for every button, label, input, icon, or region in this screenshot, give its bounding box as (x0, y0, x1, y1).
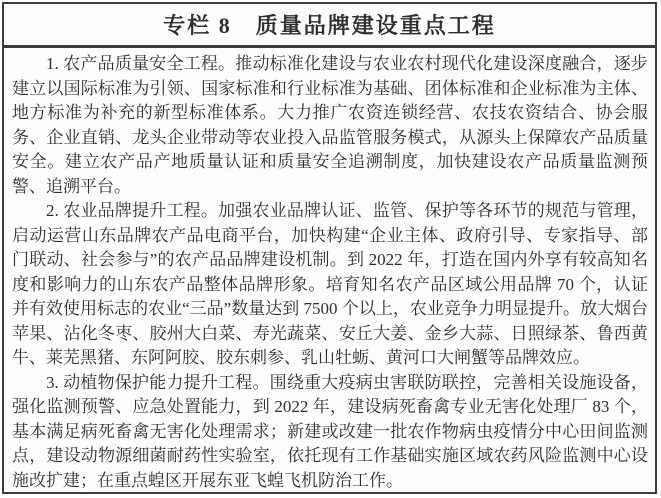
column-panel (2, 2, 657, 494)
paragraph-product-quality-safety: 1. 农产品质量安全工程。推动标准化建设与农业农村现代化建设深度融合，逐步建立以国际标准为引领、国家标准和行业标准为基础、团体标准和企业标准为主体、地方标准为补充的新型标准体系。大力推广农资连锁经营、农技农资结合、协会服务、企业直销、龙头企业带动等农业投入品监管服务模式，从源头上保障农产品质量安全。建立农产品产地质量认证和质量安全追溯制度，加快建设农产品质量监测预警、追溯平台。 (12, 54, 648, 196)
panel-body (4, 48, 655, 493)
paragraph-agricultural-brand-promotion: 2. 农业品牌提升工程。加强农业品牌认证、监管、保护等各环节的规范与管理，启动运营山东品牌农产品电商平台，加快构建“企业主体、政府引导、专家指导、部门联动、社会参与”的农产品品牌建设机制。到 2022 年，打造在国内外享有较高知名度和影响力的山东农产品整体品牌形象。培育知名农产品区域公用品牌 70 个，认证并有效使用标志的农业“三品”数量达到 7500 个以上，农业竞争力明显提升。放大烟台苹果、沾化冬枣、胶州大白菜、寿光蔬菜、安丘大姜、金乡大蒜、日照绿茶、鲁西黄牛、莱芜黑猪、东阿阿胶、胶东刺参、乳山牡蛎、黄河口大闸蟹等品牌效应。 (12, 201, 648, 367)
panel-title: 专栏 8 质量品牌建设重点工程 (163, 13, 496, 38)
panel-title-box (4, 4, 655, 48)
paragraph-animal-plant-protection: 3. 动植物保护能力提升工程。围绕重大疫病虫害联防联控，完善相关设施设备，强化监测预警、应急处置能力，到 2022 年，建设病死畜禽专业无害化处理厂 83 个，基本满足病死畜禽无害化处理需求；新建或改建一批农作物病虫疫情分中心田间监测点，建设动物源细菌耐药性实验室，依托现有工作基础实施区域农药风险监测中心设施改扩建；在重点蝗区开展东亚飞蝗飞机防治工作。 (12, 372, 648, 490)
